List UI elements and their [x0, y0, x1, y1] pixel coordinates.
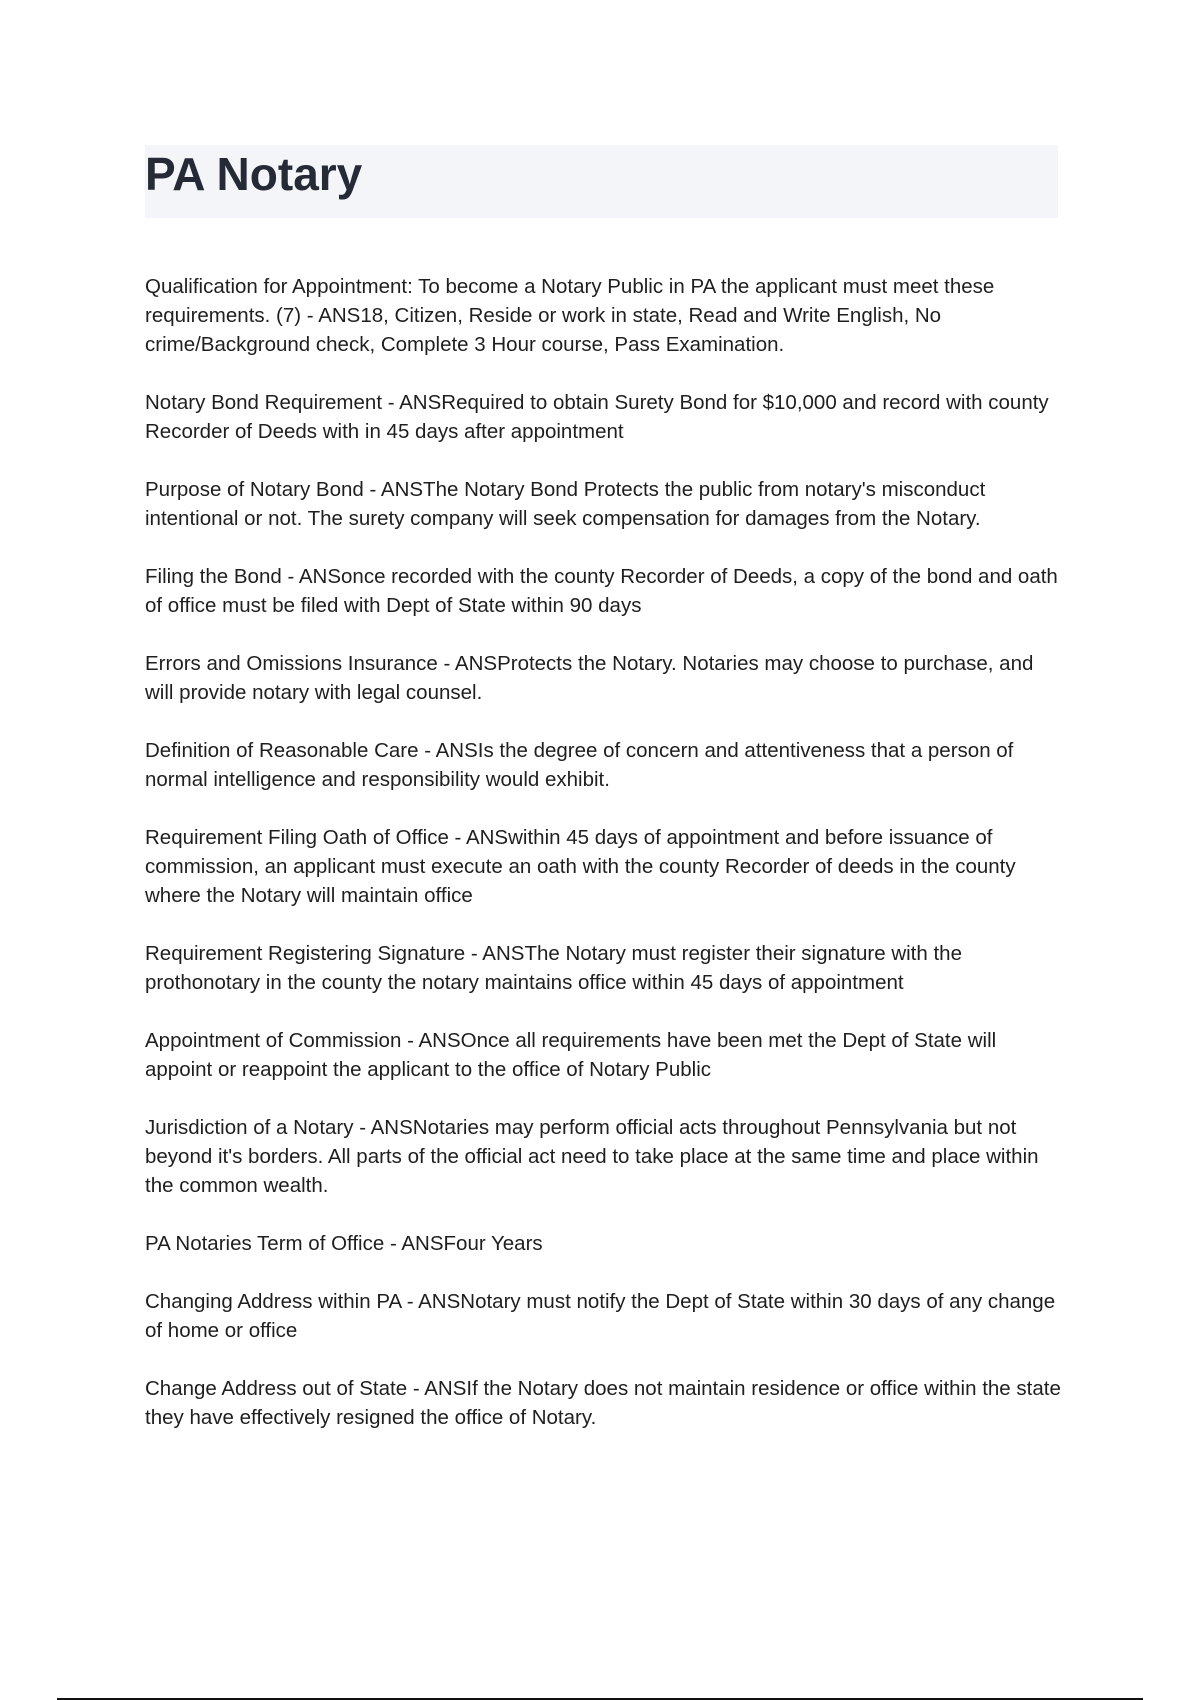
qa-answer: Four Years	[443, 1232, 543, 1255]
qa-separator: -	[407, 1377, 425, 1400]
qa-answer-prefix: ANS	[370, 1116, 413, 1139]
qa-answer: Once all requirements have been met the Dept of State will appoint or reappoint the applicant to the office of Notary Public	[145, 1029, 997, 1081]
qa-question: Definition of Reasonable Care	[145, 739, 419, 762]
qa-item	[145, 1113, 1065, 1200]
qa-question: Notary Bond Requirement	[145, 391, 383, 414]
qa-question: Purpose of Notary Bond	[145, 478, 364, 501]
qa-item	[145, 736, 1065, 794]
qa-answer-prefix: ANS	[454, 652, 498, 675]
qa-item	[145, 823, 1065, 910]
qa-question: Changing Address within PA	[145, 1290, 402, 1313]
qa-item	[145, 1026, 1065, 1084]
qa-answer-prefix: ANS	[318, 304, 361, 327]
qa-answer: 18, Citizen, Reside or work in state, Read and Write English, No crime/Background check, Complete 3 Hour course, Pass Examination.	[145, 304, 942, 356]
qa-separator: -	[384, 1232, 402, 1255]
qa-question: Requirement Registering Signature	[145, 942, 466, 965]
page-title: PA Notary	[145, 148, 363, 200]
qa-answer: If the Notary does not maintain residence or office within the state they have effectively resigned the office of Notary.	[145, 1377, 1061, 1429]
qa-answer-prefix: ANS	[418, 1029, 461, 1052]
qa-answer-prefix: ANS	[401, 1232, 444, 1255]
qa-separator: -	[401, 1290, 419, 1313]
qa-answer: once recorded with the county Recorder of Deeds, a copy of the bond and oath of office must be filed with Dept of State within 90 days	[145, 565, 1058, 617]
qa-answer: Notaries may perform official acts throughout Pennsylvania but not beyond it's borders. All parts of the official act need to take place at the same time and place within the common wealth.	[145, 1116, 1039, 1197]
qa-answer-prefix: ANS	[482, 942, 525, 965]
qa-answer: Is the degree of concern and attentiveness that a person of normal intelligence and responsibility would exhibit.	[145, 739, 1014, 791]
qa-separator: -	[363, 478, 381, 501]
qa-answer-prefix: ANS	[435, 739, 478, 762]
qa-answer-prefix: ANS	[465, 826, 509, 849]
qa-item	[145, 939, 1065, 997]
qa-answer-prefix: ANS	[424, 1377, 467, 1400]
qa-item	[145, 475, 1065, 533]
qa-separator: -	[448, 826, 466, 849]
qa-list	[145, 272, 1065, 1461]
qa-item	[145, 1374, 1065, 1432]
qa-answer: The Notary Bond Protects the public from notary's misconduct intentional or not. The surety company will seek compensation for damages from the Notary.	[145, 478, 986, 530]
qa-answer: within 45 days of appointment and before issuance of commission, an applicant must execute an oath with the county Recorder of deeds in the county where the Notary will maintain office	[145, 826, 1016, 907]
qa-question: Errors and Omissions Insurance	[145, 652, 438, 675]
qa-answer-prefix: ANS	[298, 565, 342, 588]
qa-separator: -	[401, 1029, 419, 1052]
qa-item	[145, 562, 1065, 620]
qa-separator: -	[437, 652, 455, 675]
qa-question: Requirement Filing Oath of Office	[145, 826, 449, 849]
qa-answer: The Notary must register their signature with the prothonotary in the county the notary maintains office within 45 days of appointment	[145, 942, 962, 994]
qa-answer: Notary must notify the Dept of State within 30 days of any change of home or office	[145, 1290, 1056, 1342]
qa-item	[145, 388, 1065, 446]
qa-item	[145, 649, 1065, 707]
qa-separator: -	[281, 565, 299, 588]
qa-separator: -	[418, 739, 436, 762]
qa-separator: -	[465, 942, 483, 965]
qa-question: Appointment of Commission	[145, 1029, 402, 1052]
qa-answer-prefix: ANS	[399, 391, 442, 414]
qa-question: Qualification for Appointment: To become a Notary Public in PA the applicant must meet these requirements. (7)	[145, 275, 995, 327]
qa-separator: -	[353, 1116, 371, 1139]
qa-item	[145, 1287, 1065, 1345]
qa-separator: -	[382, 391, 400, 414]
title-band	[145, 145, 1058, 218]
qa-question: PA Notaries Term of Office	[145, 1232, 385, 1255]
qa-separator: -	[301, 304, 319, 327]
qa-answer-prefix: ANS	[418, 1290, 461, 1313]
qa-question: Jurisdiction of a Notary	[145, 1116, 354, 1139]
qa-question: Change Address out of State	[145, 1377, 408, 1400]
qa-answer: Protects the Notary. Notaries may choose to purchase, and will provide notary with legal counsel.	[145, 652, 1034, 704]
qa-question: Filing the Bond	[145, 565, 282, 588]
qa-answer: Required to obtain Surety Bond for $10,000 and record with county Recorder of Deeds with in 45 days after appointment	[145, 391, 1049, 443]
qa-item	[145, 272, 1065, 359]
qa-item	[145, 1229, 1065, 1258]
qa-answer-prefix: ANS	[380, 478, 424, 501]
